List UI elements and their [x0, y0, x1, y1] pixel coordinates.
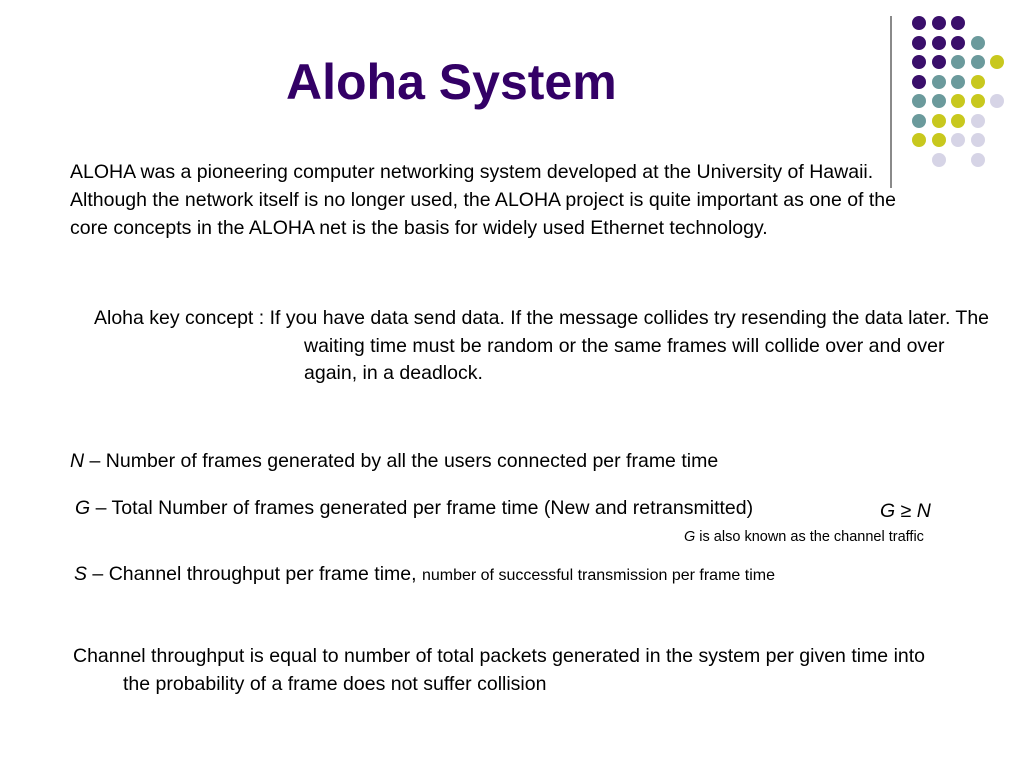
intro-paragraph: ALOHA was a pioneering computer networking system developed at the University of Hawaii. Although the network itself is no longer used, the ALOHA project is quite important as one of the core concepts in the ALOHA net is the basis for widely used Ethernet technology.: [70, 161, 896, 239]
decorative-dot: [912, 55, 926, 69]
g-note-text: is also known as the channel traffic: [695, 529, 924, 545]
decorative-dot: [912, 75, 926, 89]
key-concept-paragraph: Aloha key concept : If you have data send data. If the message collides try resending the data later. The waiting time must be random or the same frames will collide over and over again, in a deadlock.: [94, 307, 990, 384]
s-symbol: S: [74, 563, 88, 585]
g-relation: G ≥ N: [880, 500, 931, 522]
decorative-dot: [990, 94, 1004, 108]
decorative-dot: [932, 36, 946, 50]
decorative-dot: [951, 16, 965, 30]
decorative-dot: [951, 55, 965, 69]
g-symbol: G: [75, 497, 91, 519]
s-definition-text: – Channel throughput per frame time,: [87, 563, 422, 585]
decorative-dot: [912, 133, 926, 147]
n-symbol: N: [70, 450, 85, 472]
decorative-dot: [971, 153, 985, 167]
decorative-dot: [932, 114, 946, 128]
decorative-dot: [932, 16, 946, 30]
decorative-dot: [932, 153, 946, 167]
decorative-dot: [912, 94, 926, 108]
decorative-dot: [912, 36, 926, 50]
g-note-symbol: G: [684, 529, 696, 545]
decorative-dot: [951, 114, 965, 128]
s-definition-small: number of successful transmission per frame time: [421, 567, 775, 584]
throughput-paragraph: Channel throughput is equal to number of total packets generated in the system per given time into the probability of a frame does not suffer collision: [73, 645, 926, 695]
n-definition: [70, 448, 718, 474]
decorative-dot: [912, 114, 926, 128]
g-definition-text: – Total Number of frames generated per frame time (New and retransmitted): [90, 497, 754, 519]
decorative-dot: [912, 16, 926, 30]
decorative-dot: [971, 114, 985, 128]
decorative-dot: [990, 55, 1004, 69]
g-definition: [75, 495, 753, 521]
decorative-dot: [951, 36, 965, 50]
decorative-dot: [971, 55, 985, 69]
g-note: [684, 527, 924, 547]
decorative-dot: [971, 36, 985, 50]
decorative-dot: [932, 55, 946, 69]
decorative-dot: [951, 133, 965, 147]
n-definition-text: – Number of frames generated by all the users connected per frame time: [84, 450, 719, 472]
decorative-dot: [951, 75, 965, 89]
decorative-dot: [971, 75, 985, 89]
decorative-dot: [971, 133, 985, 147]
slide-title: Aloha System: [286, 54, 617, 110]
decorative-dot: [932, 75, 946, 89]
decorative-dot: [932, 94, 946, 108]
decorative-dot: [971, 94, 985, 108]
decorative-dot: [951, 94, 965, 108]
s-definition: [74, 561, 775, 589]
decorative-dot: [932, 133, 946, 147]
